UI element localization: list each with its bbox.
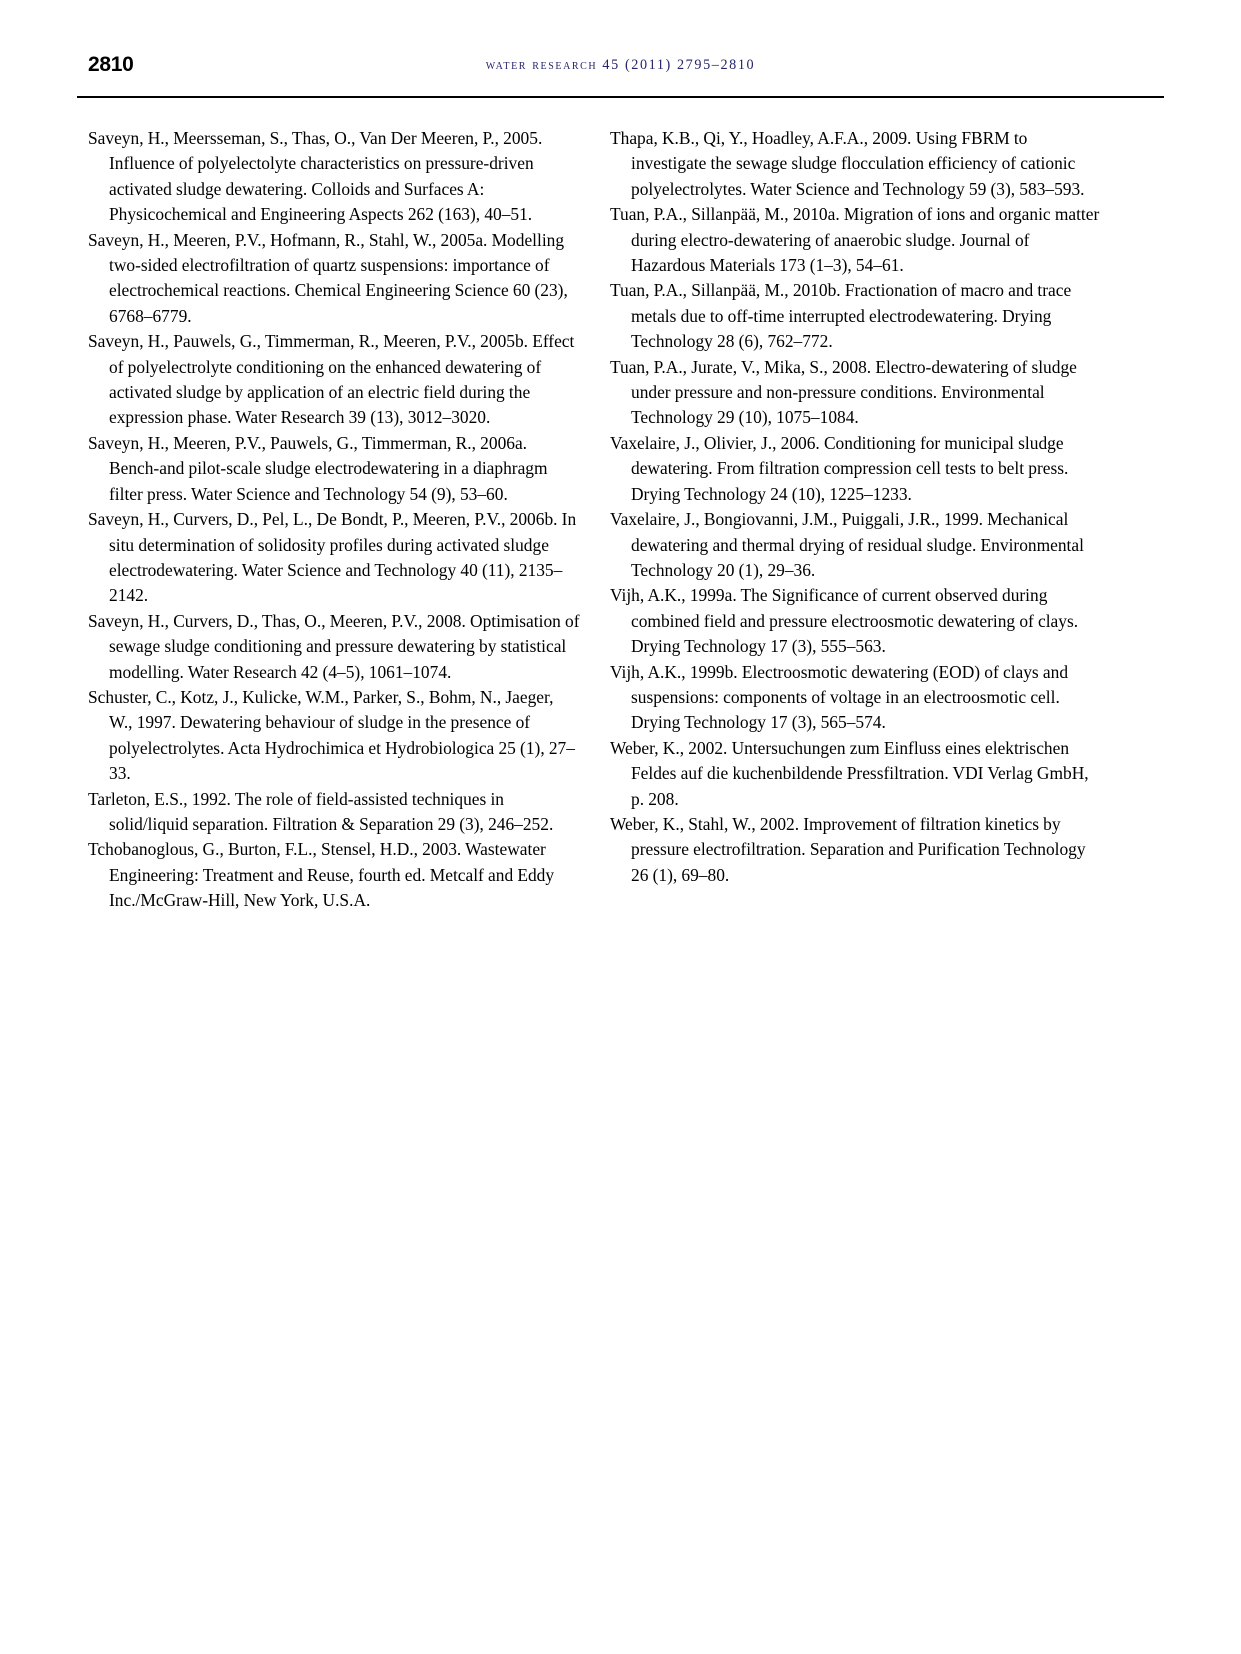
reference-entry: Saveyn, H., Meeren, P.V., Hofmann, R., Stahl, W., 2005a. Modelling two-sided electrofiltration of quartz suspensions: importance of electrochemical reactions. Chemical Engineering Science 60 (23), 6768–6779.: [88, 229, 568, 326]
reference-entry: Tuan, P.A., Sillanpää, M., 2010a. Migration of ions and organic matter during electro-dewatering of anaerobic sludge. Journal of Hazardous Materials 173 (1–3), 54–61.: [610, 204, 1100, 276]
reference-entry: Saveyn, H., Curvers, D., Thas, O., Meeren, P.V., 2008. Optimisation of sewage sludge conditioning and pressure dewatering by statistical modelling. Water Research 42 (4–5), 1061–1074.: [88, 610, 580, 682]
reference-column-right: [610, 126, 1102, 914]
running-head: [88, 52, 1153, 86]
reference-entry: Saveyn, H., Curvers, D., Pel, L., De Bondt, P., Meeren, P.V., 2006b. In situ determination of solidosity profiles during activated sludge electrodewatering. Water Science and Technology 40 (11), 2135–2142.: [88, 509, 577, 606]
reference-entry: Schuster, C., Kotz, J., Kulicke, W.M., Parker, S., Bohm, N., Jaeger, W., 1997. Dewatering behaviour of sludge in the presence of polyelectrolytes. Acta Hydrochimica et Hydrobiologica 25 (1), 27–33.: [88, 686, 575, 784]
reference-entry: Vijh, A.K., 1999b. Electroosmotic dewatering (EOD) of clays and suspensions: components of voltage in an electroosmotic cell. Drying Technology 17 (3), 565–574.: [610, 661, 1069, 733]
reference-entry: Tuan, P.A., Jurate, V., Mika, S., 2008. Electro-dewatering of sludge under pressure and non-pressure conditions. Environmental Technology 29 (10), 1075–1084.: [610, 356, 1077, 428]
reference-entry: Saveyn, H., Pauwels, G., Timmerman, R., Meeren, P.V., 2005b. Effect of polyelectrolyte conditioning on the enhanced dewatering of activated sludge by application of an electric field during the expression phase. Water Research 39 (13), 3012–3020.: [88, 331, 575, 428]
reference-entry: Saveyn, H., Meersseman, S., Thas, O., Van Der Meeren, P., 2005. Influence of polyelectolyte characteristics on pressure-driven activated sludge dewatering. Colloids and Surfaces A: Physicochemical and Engineering Aspects 262 (163), 40–51.: [88, 128, 543, 225]
reference-entry: Thapa, K.B., Qi, Y., Hoadley, A.F.A., 2009. Using FBRM to investigate the sewage sludge flocculation efficiency of cationic polyelectrolytes. Water Science and Technology 59 (3), 583–593.: [610, 128, 1085, 199]
page-number: 2810: [88, 53, 134, 76]
reference-entry: Vaxelaire, J., Olivier, J., 2006. Conditioning for municipal sludge dewatering. From filtration compression cell tests to belt press. Drying Technology 24 (10), 1225–1233.: [610, 432, 1069, 504]
journal-citation-line: water research 45 (2011) 2795–2810: [485, 57, 756, 73]
reference-entry: Tchobanoglous, G., Burton, F.L., Stensel, H.D., 2003. Wastewater Engineering: Treatment and Reuse, fourth ed. Metcalf and Eddy Inc./McGraw-Hill, New York, U.S.A.: [88, 839, 555, 911]
reference-entry: Weber, K., Stahl, W., 2002. Improvement of filtration kinetics by pressure electrofiltration. Separation and Purification Technology 26 (1), 69–80.: [610, 813, 1086, 885]
reference-column-left: [88, 126, 580, 914]
reference-entry: Tuan, P.A., Sillanpää, M., 2010b. Fractionation of macro and trace metals due to off-time interrupted electrodewatering. Drying Technology 28 (6), 762–772.: [610, 280, 1072, 352]
reference-entry: Saveyn, H., Meeren, P.V., Pauwels, G., Timmerman, R., 2006a. Bench-and pilot-scale sludge electrodewatering in a diaphragm filter press. Water Science and Technology 54 (9), 53–60.: [88, 432, 548, 504]
reference-entry: Tarleton, E.S., 1992. The role of field-assisted techniques in solid/liquid separation. Filtration & Separation 29 (3), 246–252.: [88, 788, 554, 834]
header-rule-divider: [77, 96, 1164, 98]
reference-entry: Vaxelaire, J., Bongiovanni, J.M., Puiggali, J.R., 1999. Mechanical dewatering and thermal drying of residual sludge. Environmental Technology 20 (1), 29–36.: [610, 509, 1084, 580]
reference-columns: [88, 126, 1158, 914]
reference-entry: Vijh, A.K., 1999a. The Significance of current observed during combined field and pressure electroosmotic dewatering of clays. Drying Technology 17 (3), 555–563.: [610, 585, 1079, 657]
reference-entry: Weber, K., 2002. Untersuchungen zum Einfluss eines elektrischen Feldes auf die kuchenbildende Pressfiltration. VDI Verlag GmbH, p. 208.: [610, 737, 1089, 809]
